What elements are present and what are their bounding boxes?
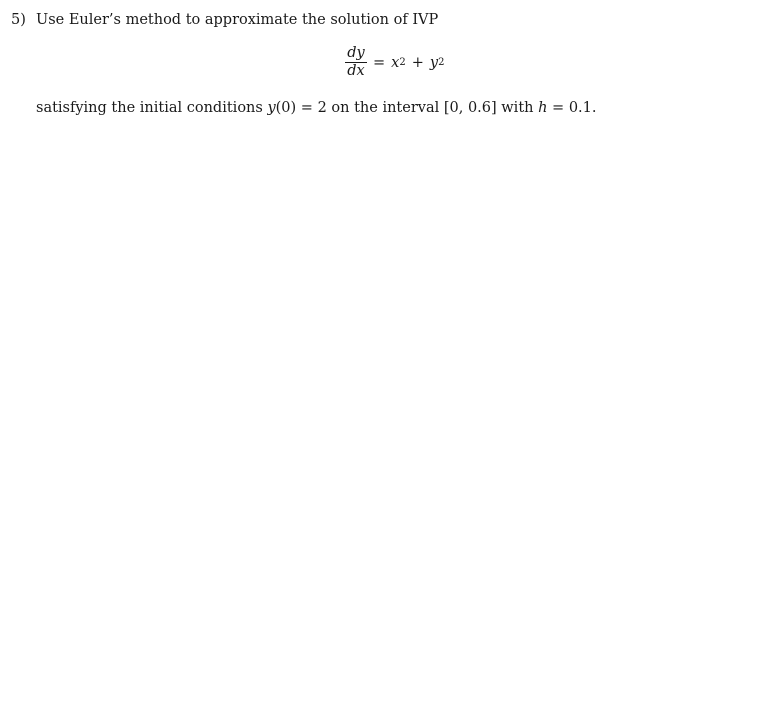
- derivative-fraction: [345, 45, 367, 80]
- initial-condition-statement: [36, 98, 596, 118]
- differential-equation: $\frac{dy}{dx}$ = x 2 + y 2: [345, 45, 444, 80]
- term-x-base: x: [391, 54, 400, 71]
- condition-value: 2: [317, 100, 327, 116]
- condition-interval-text: on the interval [0, 0.6] with: [326, 100, 539, 116]
- step-variable: h: [538, 100, 548, 116]
- step-equals: =: [547, 100, 569, 116]
- condition-text-before: satisfying the initial conditions: [36, 100, 268, 116]
- problem-number: 5): [11, 12, 26, 28]
- problem-intro-text: Use Euler’s method to approximate the solution of IVP: [36, 12, 439, 28]
- condition-function: y: [267, 100, 276, 116]
- fraction-denominator: dx: [347, 63, 365, 79]
- problem-statement: [11, 10, 438, 30]
- plus-sign: +: [411, 54, 424, 71]
- condition-equals: =: [296, 100, 318, 116]
- step-value: 0.1.: [568, 100, 597, 116]
- term-y-base: y: [429, 54, 439, 71]
- fraction-numerator: dy: [347, 45, 365, 61]
- equals-sign: =: [373, 54, 386, 71]
- condition-argument: (0): [275, 100, 297, 116]
